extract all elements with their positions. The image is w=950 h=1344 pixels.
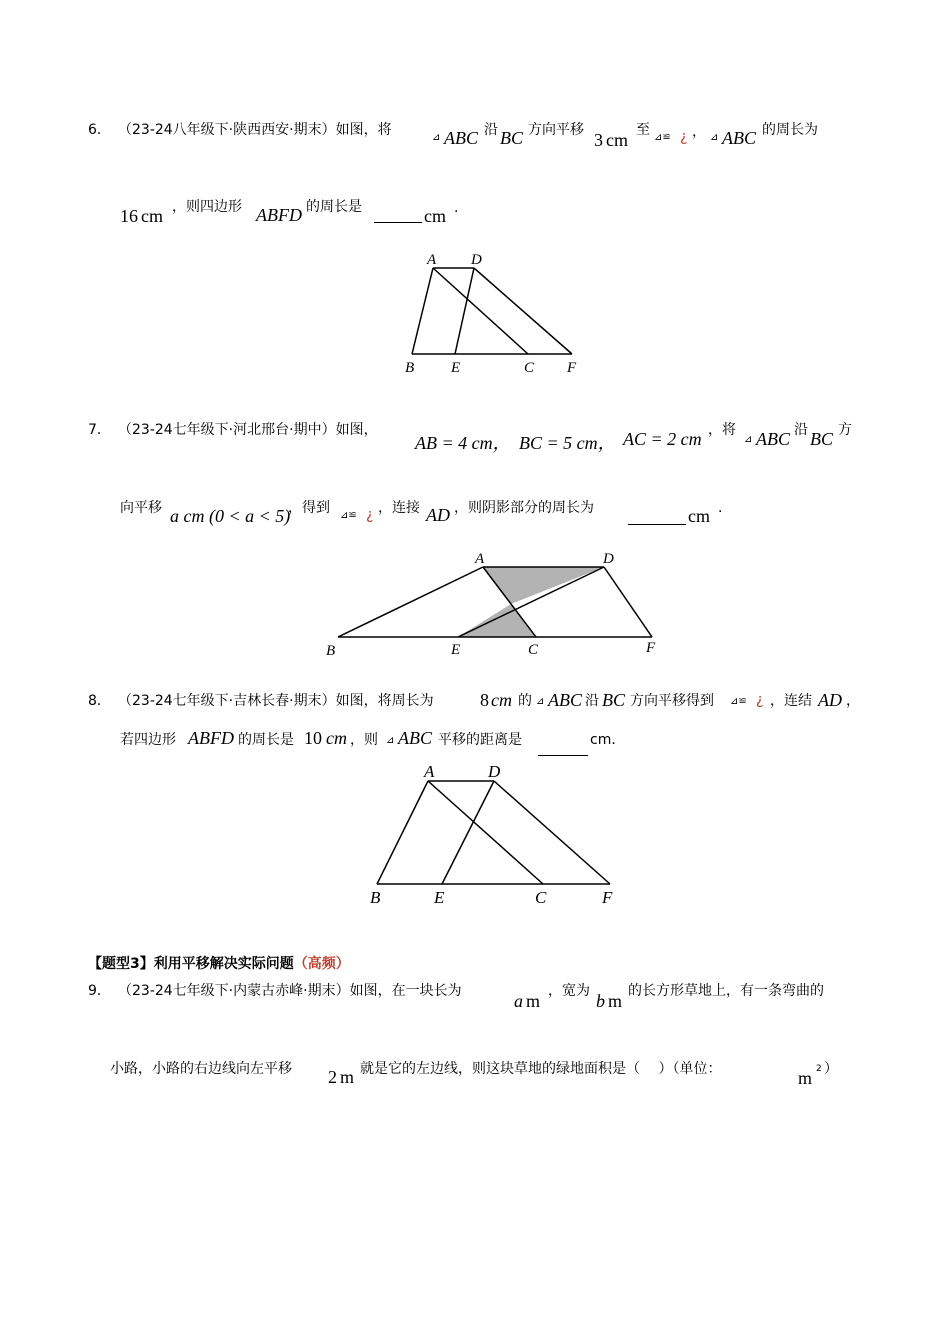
q8-seg-df	[494, 781, 610, 884]
q8-ad: AD	[818, 690, 842, 710]
q9-width-label: ，宽为	[548, 983, 590, 999]
q6-bc: BC	[500, 128, 524, 148]
q8-label-a: A	[424, 762, 435, 781]
q8-placeholder: ¿	[756, 692, 764, 708]
q8-perimeter: 8	[480, 690, 489, 710]
q8-perimeter-2: 10	[304, 728, 322, 748]
q8-bc: BC	[602, 690, 626, 710]
q7-bc: BC	[810, 429, 834, 449]
q6-source: （23-24八年级下·陕西西安·期末）如图，将	[118, 122, 392, 138]
q6-abc: ABC	[444, 128, 478, 148]
q8-tri-symbol: ⊿	[536, 696, 545, 707]
q7-ad: AD	[426, 505, 450, 525]
q8-label-b: B	[370, 888, 381, 907]
q8-cm: cm	[491, 690, 512, 710]
q7-a-range: a cm (0 < a < 5)	[170, 506, 291, 526]
q8-number: 8．	[88, 693, 111, 709]
q7-comma-jiang: ，将	[708, 422, 736, 438]
q8-abc-2: ABC	[398, 728, 432, 748]
q6-tri-symbol-2: ⊿	[710, 132, 719, 143]
q7-label-a: A	[475, 551, 485, 567]
q6-quad: ABFD	[256, 205, 302, 225]
q8-label-d: D	[488, 762, 501, 781]
q6-cong: ⊿≌	[654, 132, 671, 143]
q8-direction: 方向平移得到	[630, 693, 714, 709]
q7-ab-eq: AB = 4 cm，	[415, 433, 511, 453]
q8-quad-label: 若四边形	[120, 732, 176, 748]
q8-along: 沿	[585, 693, 599, 709]
q9-m-2: m	[608, 991, 623, 1011]
q9-close: ）	[824, 1061, 838, 1077]
section-title: 】利用平移解决实际问题	[139, 956, 294, 972]
q9-unit-m: m	[798, 1068, 813, 1088]
q7-label-f: F	[646, 640, 656, 656]
q6-label-a: A	[427, 252, 437, 268]
q9-two: 2	[328, 1067, 337, 1087]
q6-is: 的周长是	[306, 199, 362, 215]
q8-source: （23-24七年级下·吉林长春·期末）如图，将周长为	[118, 693, 434, 709]
q7-placeholder: ¿	[366, 507, 374, 523]
q6-distance: 3 cm	[594, 130, 628, 150]
q8-cong: ⊿≌	[730, 696, 747, 707]
q7-shadow-label: ，则阴影部分的周长为	[454, 500, 594, 516]
q6-seg-df	[474, 268, 572, 354]
q7-got: ，得到	[288, 500, 330, 516]
q8-quad: ABFD	[188, 728, 234, 748]
q8-label-f: F	[602, 888, 613, 907]
q7-label-e: E	[451, 642, 461, 658]
q6-seg-ac	[433, 268, 528, 354]
q7-ac-eq: AC = 2 cm	[623, 429, 702, 449]
q7-label-d: D	[603, 551, 614, 567]
q6-placeholder: ¿	[680, 129, 688, 145]
q6-then: ，则四边形	[172, 199, 242, 215]
q9-unit-sup: 2	[816, 1064, 822, 1074]
q7-source: （23-24七年级下·河北邢台·期中）如图，	[118, 422, 378, 438]
q7-tri-symbol: ⊿	[744, 434, 753, 445]
q8-tri-symbol-2: ⊿	[386, 735, 395, 746]
q8-unit: cm．	[590, 732, 626, 748]
q6-label-d: D	[471, 252, 482, 268]
q7-cong: ⊿≌	[340, 510, 357, 521]
q7-abc: ABC	[756, 429, 790, 449]
q8-abc: ABC	[548, 690, 582, 710]
section-number: 3	[130, 956, 140, 972]
q8-figure	[360, 760, 622, 910]
q7-connect: ，连接	[378, 500, 420, 516]
q6-label-f: F	[567, 360, 577, 376]
q7-translate: 向平移	[120, 500, 162, 516]
q9-m: m	[526, 991, 541, 1011]
q6-direction: 方向平移	[528, 122, 584, 138]
q8-then: ，则	[350, 732, 378, 748]
q9-b: b	[596, 991, 605, 1011]
q9-source: （23-24七年级下·内蒙古赤峰·期末）如图，在一块长为	[118, 983, 462, 999]
q8-cm-2: cm	[326, 728, 347, 748]
q6-seg-de	[455, 268, 474, 354]
q6-perimeter: 16 cm	[120, 206, 163, 226]
q6-figure	[395, 248, 590, 378]
q6-perimeter-label: 的周长为	[762, 122, 818, 138]
section-heading	[88, 953, 350, 973]
q8-of: 的	[518, 693, 532, 709]
q8-perim-label: 的周长是	[238, 732, 294, 748]
q6-number: 6．	[88, 122, 111, 138]
q6-answer-blank[interactable]	[374, 211, 422, 230]
q7-answer-blank[interactable]	[628, 513, 686, 532]
q7-figure	[318, 545, 668, 660]
q7-along: 沿	[794, 422, 808, 438]
q9-path-text: 小路，小路的右边线向左平移	[110, 1061, 292, 1077]
q6-label-c: C	[524, 360, 535, 376]
q6-label-e: E	[451, 360, 461, 376]
q8-label-e: E	[434, 888, 445, 907]
q9-a: a	[514, 991, 523, 1011]
q7-unit: cm	[688, 506, 710, 526]
q7-shaded-upper	[483, 567, 604, 604]
q7-bc-eq: BC = 5 cm，	[519, 433, 616, 453]
q7-period: .	[718, 500, 723, 516]
q7-seg-ab	[338, 567, 483, 637]
section-frequency: （高频）	[293, 956, 350, 972]
section-open: 【题型	[88, 956, 130, 972]
q7-label-c: C	[528, 642, 539, 658]
q8-label-c: C	[535, 888, 547, 907]
q9-rest: 的长方形草地上，有一条弯曲的	[628, 983, 824, 999]
q6-unit: cm	[424, 206, 446, 226]
q6-abc-2: ABC	[722, 128, 756, 148]
q6-label-b: B	[405, 360, 415, 376]
q6-comma: ，	[692, 124, 706, 140]
q9-m-3: m	[340, 1067, 355, 1087]
q7-label-b: B	[326, 643, 336, 659]
q6-along: 沿	[484, 122, 498, 138]
q9-question: 就是它的左边线，则这块草地的绿地面积是（ ）（单位：	[360, 1061, 722, 1077]
q9-number: 9．	[88, 983, 111, 999]
q7-seg-df	[604, 567, 652, 637]
q8-connect: ，连结	[770, 693, 812, 709]
q6-to: 至	[636, 122, 650, 138]
q7-fang: 方	[838, 422, 852, 438]
q8-distance-label: 平移的距离是	[438, 732, 522, 748]
q6-seg-ab	[412, 268, 433, 354]
q8-seg-ab	[377, 781, 428, 884]
q6-tri-symbol: ⊿	[432, 132, 441, 143]
q6-period: .	[454, 200, 459, 216]
q8-end-comma: ，	[846, 693, 860, 709]
q7-number: 7．	[88, 422, 111, 438]
